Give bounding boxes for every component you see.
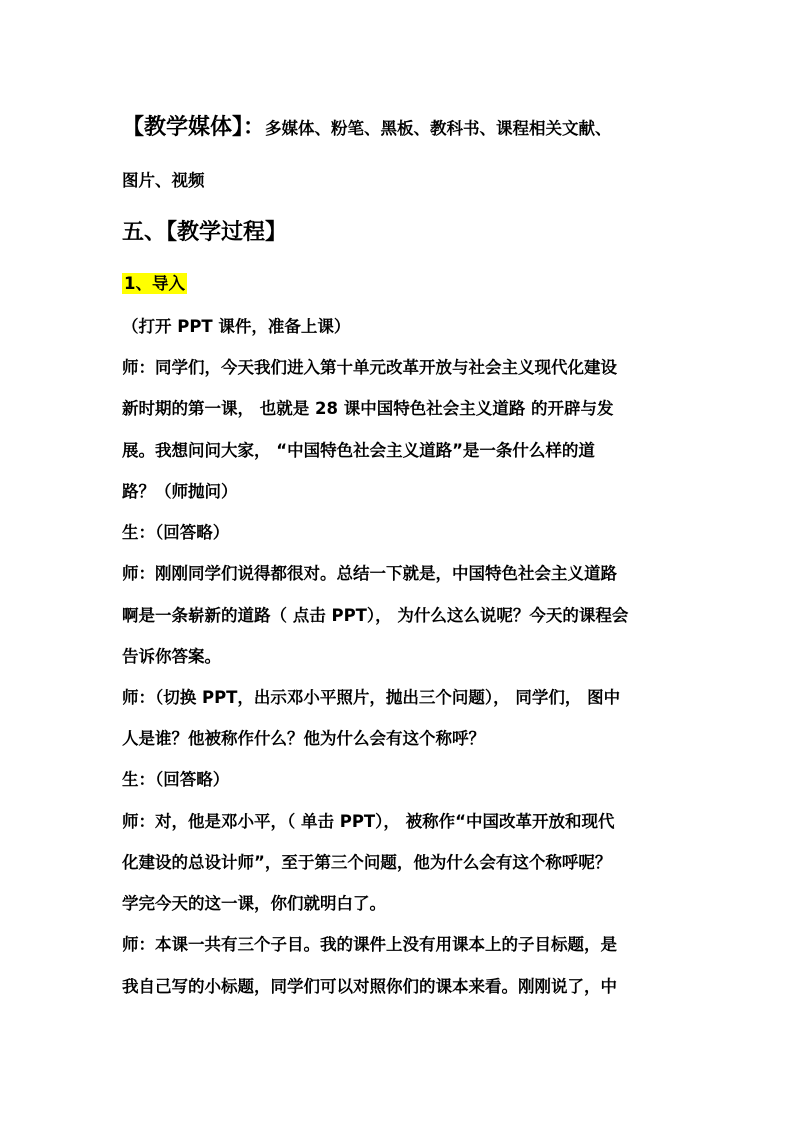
body-line: 师：同学们，今天我们进入第十单元改革开放与社会主义现代化建设 bbox=[122, 358, 617, 377]
body-line: 师：刚刚同学们说得都很对。总结一下就是，中国特色社会主义道路 bbox=[122, 564, 617, 583]
media-text-line1: 多媒体、粉笔、黑板、教科书、课程相关文献、 bbox=[265, 119, 612, 138]
body-line: 路？（师抛问） bbox=[122, 482, 238, 501]
body-line: 学完今天的这一课，你们就明白了。 bbox=[122, 894, 386, 913]
body-line: 啊是一条崭新的道路（ 点击 PPT）， 为什么这么说呢？今天的课程会 bbox=[122, 606, 629, 625]
body-line: 生：（回答略） bbox=[122, 523, 230, 542]
media-line bbox=[122, 117, 612, 140]
media-heading: 【教学媒体】： bbox=[122, 115, 266, 140]
subsection-heading bbox=[122, 273, 187, 295]
body-line: 人是谁？他被称作什么？他为什么会有这个称呼？ bbox=[122, 729, 485, 748]
subsection-label: 1、导入 bbox=[124, 274, 185, 293]
body-line: 师：本课一共有三个子目。我的课件上没有用课本上的子目标题，是 bbox=[122, 935, 617, 954]
body-line: 师：（切换 PPT，出示邓小平照片，抛出三个问题）， 同学们， 图中 bbox=[122, 688, 621, 707]
body-line: （打开 PPT 课件，准备上课） bbox=[122, 317, 351, 336]
body-line: 展。我想问问大家， “中国特色社会主义道路”是一条什么样的道 bbox=[122, 441, 595, 460]
body-line: 生：（回答略） bbox=[122, 770, 230, 789]
body-line: 新时期的第一课， 也就是 28 课中国特色社会主义道路 的开辟与发 bbox=[122, 399, 614, 418]
section-heading: 五、【教学过程】 bbox=[122, 220, 288, 245]
body-line: 我自己写的小标题，同学们可以对照你们的课本来看。刚刚说了，中 bbox=[122, 977, 617, 996]
body-line: 师：对，他是邓小平，（ 单击 PPT）， 被称作“中国改革开放和现代 bbox=[122, 812, 615, 831]
body-line: 化建设的总设计师”，至于第三个问题，他为什么会有这个称呼呢？ bbox=[122, 853, 612, 872]
body-line: 告诉你答案。 bbox=[122, 647, 221, 666]
media-text-line2: 图片、视频 bbox=[122, 171, 205, 190]
